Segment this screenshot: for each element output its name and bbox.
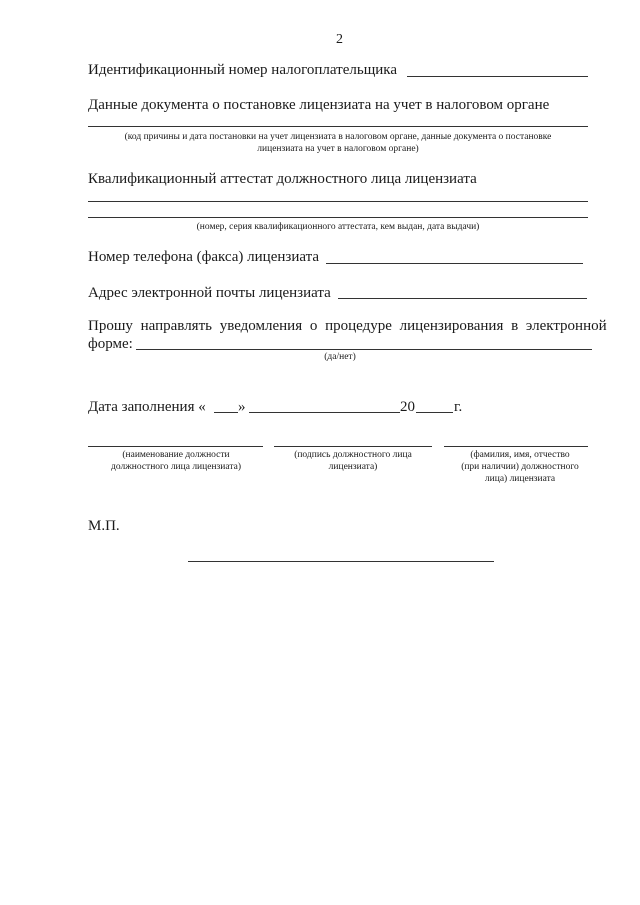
stamp-label: М.П.: [88, 518, 120, 534]
position-field-line[interactable]: [88, 446, 263, 447]
phone-label: Номер телефона (факса) лицензиата: [88, 249, 320, 265]
tax-registration-hint: (код причины и дата постановки на учет лицензиата в налоговом органе, данные документа о постановке лицензиата на учет в налоговом органе): [124, 132, 552, 154]
page-number: 2: [336, 32, 343, 47]
notifications-hint: (да/нет): [324, 352, 356, 362]
qualification-field-line-1[interactable]: [88, 201, 588, 202]
signature-field-line[interactable]: [274, 446, 432, 447]
name-hint: (фамилия, имя, отчество (при наличии) должностного лица) лицензиата: [461, 450, 579, 484]
phone-field-line[interactable]: [326, 263, 583, 264]
email-label: Адрес электронной почты лицензиата: [88, 285, 331, 301]
inn-field-line[interactable]: [407, 76, 588, 77]
tax-registration-label: Данные документа о постановке лицензиата на учет в налоговом органе: [88, 97, 550, 113]
name-field-line[interactable]: [444, 446, 588, 447]
signature-hint: (подпись должностного лица лицензиата): [294, 450, 412, 472]
qualification-hint: (номер, серия квалификационного аттестата, кем выдан, дата выдачи): [196, 222, 480, 232]
fill-date-label: Дата заполнения «: [88, 399, 206, 415]
notifications-line2: форме:: [88, 336, 133, 352]
position-hint: (наименование должности должностного лица лицензиата): [111, 450, 241, 472]
email-field-line[interactable]: [338, 298, 587, 299]
bottom-line: [188, 561, 494, 562]
fill-date-year-line[interactable]: [416, 412, 453, 413]
fill-date-day-line[interactable]: [214, 412, 238, 413]
fill-date-year-suffix: г.: [454, 399, 463, 415]
fill-date-month-line[interactable]: [249, 412, 400, 413]
qualification-label: Квалификационный аттестат должностного лица лицензиата: [88, 171, 477, 187]
tax-registration-field-line[interactable]: [88, 126, 588, 127]
fill-date-close-quote: »: [238, 399, 246, 415]
qualification-field-line-2[interactable]: [88, 217, 588, 218]
fill-date-year-prefix: 20: [400, 399, 415, 415]
notifications-field-line[interactable]: [136, 349, 592, 350]
inn-label: Идентификационный номер налогоплательщика: [88, 62, 398, 78]
notifications-line1: Прошу направлять уведомления о процедуре лицензирования в электронной: [88, 318, 607, 334]
